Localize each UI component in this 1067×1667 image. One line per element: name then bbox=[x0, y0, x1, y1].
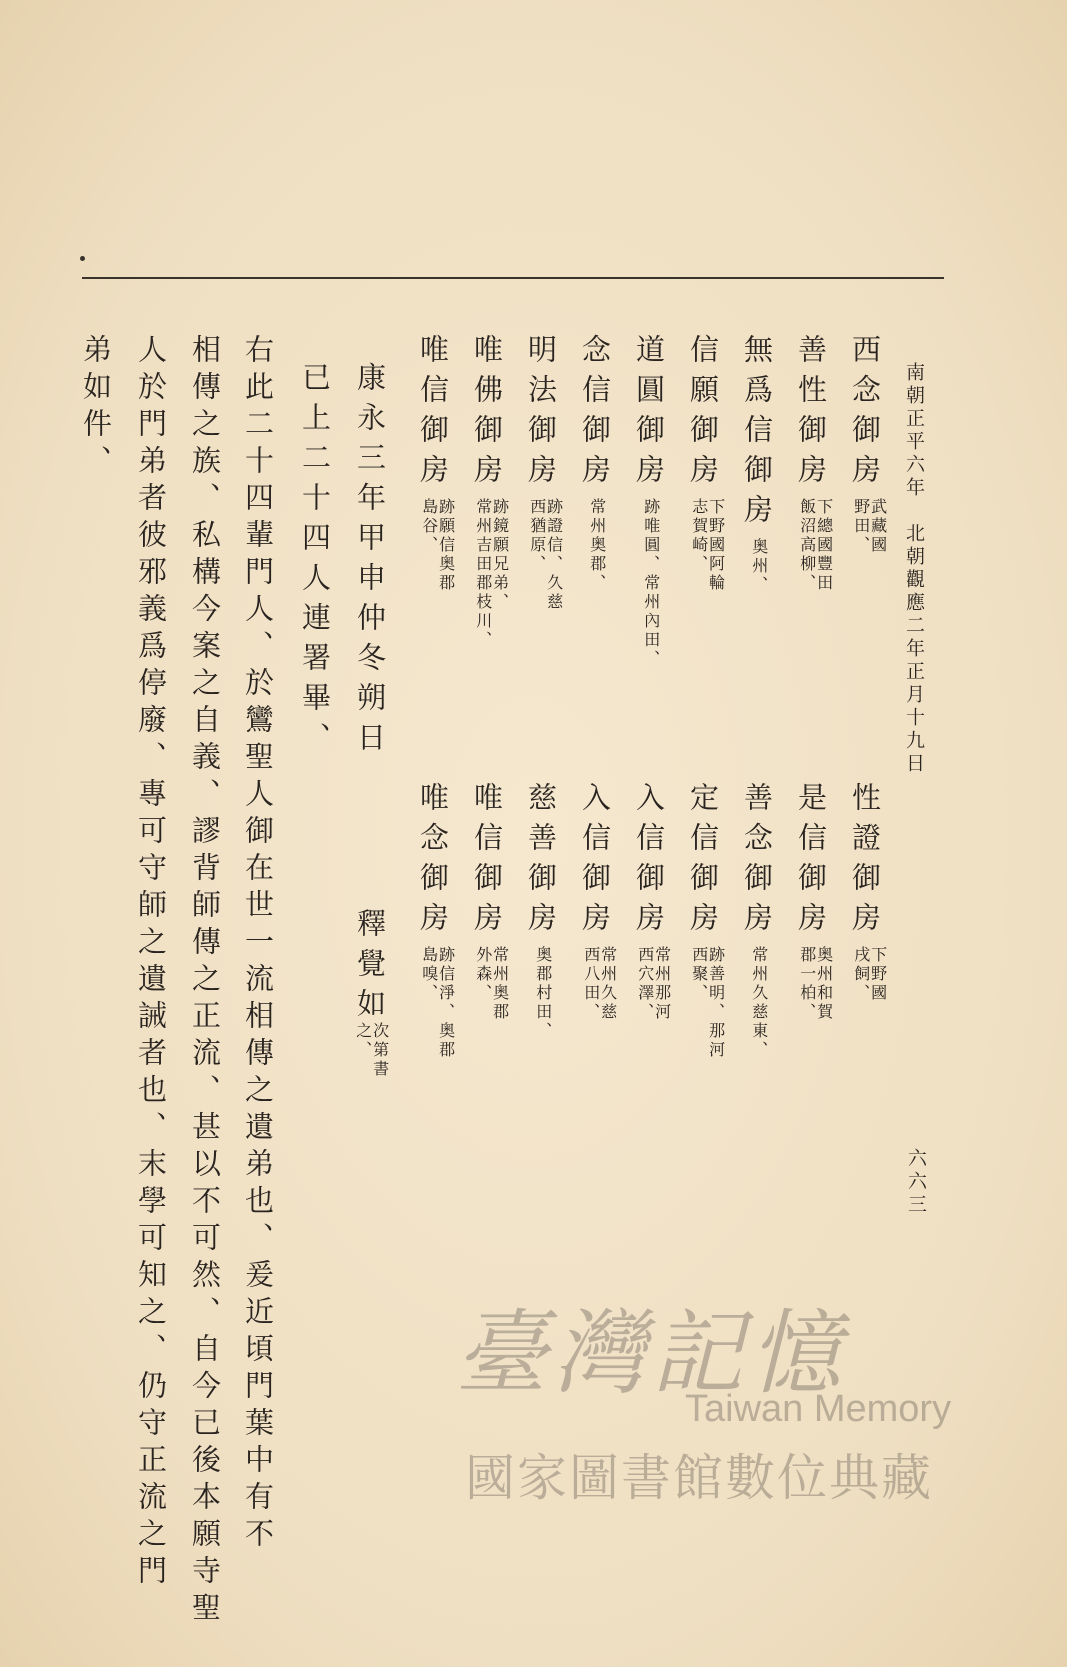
entry-bottom-name: 善念御房 bbox=[740, 782, 774, 942]
entry-top-name: 道圓御房 bbox=[632, 334, 666, 494]
watermark-calligraphy: 臺灣記憶 bbox=[455, 1300, 848, 1407]
date-line: 康永三年甲申仲冬朔日 bbox=[353, 362, 387, 762]
summary-line: 已上二十四人連署畢、 bbox=[298, 362, 332, 762]
entry-bottom-location: 奥郡村田、 bbox=[533, 946, 553, 1041]
body-line-1: 右此二十四輩門人、於鸞聖人御在世一流相傳之遺弟也、爰近頃門葉中有不 bbox=[241, 334, 275, 1555]
entry-top-location: 跡證信、久慈 西猶原、 bbox=[527, 498, 564, 612]
entry-bottom-location: 常州久慈 西八田、 bbox=[581, 946, 618, 1022]
entry-top-name: 唯信御房 bbox=[416, 334, 450, 494]
entry-bottom-name: 慈善御房 bbox=[524, 782, 558, 942]
page-number: 六六三 bbox=[905, 1148, 927, 1217]
margin-dot bbox=[80, 256, 85, 261]
entry-top-location: 跡願信奥郡 島谷、 bbox=[419, 498, 456, 593]
entry-top-name: 信願御房 bbox=[686, 334, 720, 494]
entry-top-location: 跡唯圓、常州內田、 bbox=[641, 498, 661, 669]
entry-top-name: 念信御房 bbox=[578, 334, 612, 494]
entry-bottom-location: 常州奥郡 外森、 bbox=[473, 946, 510, 1022]
entry-bottom-location: 常州那河 西穴澤、 bbox=[635, 946, 672, 1022]
watermark-english: Taiwan Memory bbox=[685, 1388, 952, 1430]
entry-top-location: 武藏國 野田、 bbox=[851, 498, 888, 555]
entry-bottom-location: 奥州和賀 郡一柏、 bbox=[797, 946, 834, 1022]
entry-top-location: 下野國阿輪 志賀崎、 bbox=[689, 498, 726, 593]
entry-bottom-location: 跡信淨、奥郡 島嗅、 bbox=[419, 946, 456, 1060]
watermark-chinese: 國家圖書館數位典藏 bbox=[465, 1449, 933, 1507]
signature-name: 釋覺如 bbox=[353, 908, 387, 1028]
watermark bbox=[455, 1280, 1005, 1540]
body-line-3: 人於門弟者彼邪義爲停廢、專可守師之遺誡者也、末學可知之、仍守正流之門 bbox=[134, 334, 168, 1592]
entry-top-location: 跡鏡願兄弟、 常州吉田郡枝川、 bbox=[473, 498, 510, 650]
entry-top-name: 明法御房 bbox=[524, 334, 558, 494]
entry-top-location: 奥州、 bbox=[749, 538, 769, 595]
entry-top-name: 唯佛御房 bbox=[470, 334, 504, 494]
signature-note: 次第書 之、 bbox=[353, 1022, 390, 1079]
entry-bottom-location: 常州久慈東、 bbox=[749, 946, 769, 1060]
entry-bottom-name: 唯念御房 bbox=[416, 782, 450, 942]
entry-top-location: 常州奥郡、 bbox=[587, 498, 607, 593]
body-line-2: 相傳之族、私構今案之自義、謬背師傳之正流、甚以不可然、自今已後本願寺聖 bbox=[188, 334, 222, 1629]
entry-top-name: 西念御房 bbox=[848, 334, 882, 494]
entry-top-name: 善性御房 bbox=[794, 334, 828, 494]
entry-top-name: 無爲信御房 bbox=[740, 334, 774, 534]
entry-bottom-name: 入信御房 bbox=[578, 782, 612, 942]
entry-bottom-name: 入信御房 bbox=[632, 782, 666, 942]
entry-bottom-name: 唯信御房 bbox=[470, 782, 504, 942]
entry-bottom-location: 跡善明、那河 西聚、 bbox=[689, 946, 726, 1060]
entry-bottom-name: 性證御房 bbox=[848, 782, 882, 942]
entry-top-location: 下總國豐田 飯沼高柳、 bbox=[797, 498, 834, 593]
entry-bottom-name: 是信御房 bbox=[794, 782, 828, 942]
entry-bottom-location: 下野國 戌飼、 bbox=[851, 946, 888, 1003]
entry-bottom-name: 定信御房 bbox=[686, 782, 720, 942]
header-rule bbox=[82, 277, 944, 279]
body-line-4: 弟如件、 bbox=[79, 334, 113, 482]
running-title: 南朝正平六年 北朝觀應二年正月十九日 bbox=[903, 362, 925, 776]
